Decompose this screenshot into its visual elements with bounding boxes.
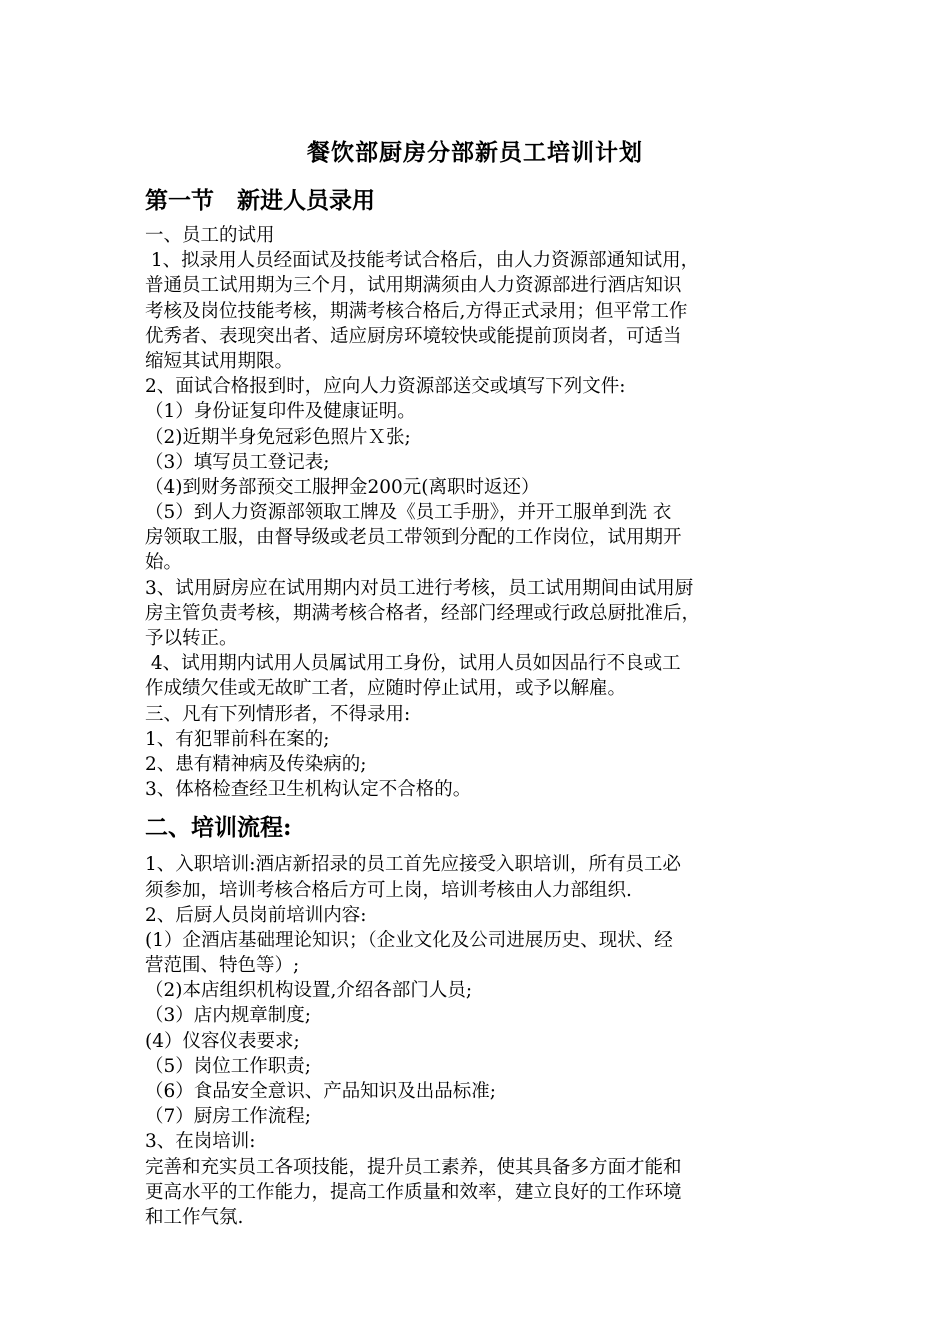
paragraph-line: 作成绩欠佳或无故旷工者，应随时停止试用，或予以解雇。	[145, 678, 627, 700]
paragraph-line: 更高水平的工作能力，提高工作质量和效率，建立良好的工作环境	[145, 1181, 682, 1203]
paragraph-line: 2、面试合格报到时，应向人力资源部送交或填写下列文件:	[145, 376, 626, 398]
paragraph-line: 予以转正。	[145, 628, 238, 649]
paragraph-line: 完善和充实员工各项技能，提升员工素养，使其具备多方面才能和	[145, 1156, 682, 1178]
paragraph-line: （3）店内规章制度;	[145, 1005, 312, 1027]
paragraph-line: 3、体格检查经卫生机构认定不合格的。	[145, 779, 472, 801]
paragraph-line: 4、试用期内试用人员属试用工身份，试用人员如因品行不良或工	[145, 653, 681, 675]
paragraph-line: 缩短其试用期限。	[145, 350, 294, 372]
paragraph-line: （1）身份证复印件及健康证明。	[145, 401, 416, 423]
paragraph-line: （3）填写员工登记表;	[145, 451, 330, 473]
paragraph-line: 2、后厨人员岗前培训内容:	[145, 904, 367, 926]
paragraph-line: （2)本店组织机构设置,介绍各部门人员;	[145, 980, 473, 1002]
paragraph-line: 普通员工试用期为三个月，试用期满须由人力资源部进行酒店知识	[145, 275, 682, 297]
paragraph-line: 1、入职培训:酒店新招录的员工首先应接受入职培训，所有员工必	[145, 854, 682, 876]
paragraph-line: (1）企酒店基础理论知识；（企业文化及公司进展历史、现状、经	[145, 929, 673, 951]
paragraph-line: 和工作气氛.	[145, 1206, 244, 1228]
paragraph-line: 2、患有精神病及传染病的;	[145, 753, 367, 775]
paragraph-line: 优秀者、表现突出者、适应厨房环境较快或能提前顶岗者，可适当	[145, 325, 682, 347]
section-2-body	[145, 852, 815, 1230]
paragraph-line: 须参加，培训考核合格后方可上岗，培训考核由人力部组织.	[145, 879, 632, 901]
paragraph-line: 三、凡有下列情形者，不得录用:	[145, 703, 411, 725]
document-body	[145, 181, 815, 1230]
paragraph-line: （7）厨房工作流程;	[145, 1106, 312, 1128]
section-1-heading: 第一节 新进人员录用	[145, 187, 375, 214]
paragraph-line: （5）到人力资源部领取工牌及《员工手册》，并开工服单到洗 衣	[145, 502, 672, 524]
paragraph-line: （4)到财务部预交工服押金200元(离职时返还）	[145, 476, 540, 498]
paragraph-line: 1、有犯罪前科在案的;	[145, 728, 330, 750]
paragraph-line: 房主管负责考核，期满考核合格者，经部门经理或行政总厨批准后，	[145, 602, 701, 624]
paragraph-line: 一、员工的试用	[145, 225, 275, 246]
paragraph-line: （5）岗位工作职责;	[145, 1055, 312, 1077]
paragraph-line: 1、拟录用人员经面试及技能考试合格后，由人力资源部通知试用，	[145, 250, 700, 272]
document-title: 餐饮部厨房分部新员工培训计划	[307, 139, 643, 166]
paragraph-line: （6）食品安全意识、产品知识及出品标准;	[145, 1081, 497, 1102]
paragraph-line: 始。	[145, 552, 183, 574]
paragraph-line: 房领取工服，由督导级或老员工带领到分配的工作岗位，试用期开	[145, 527, 682, 549]
paragraph-line: 考核及岗位技能考核，期满考核合格后,方得正式录用；但平常工作	[145, 300, 688, 322]
paragraph-line: 营范围、特色等）;	[145, 955, 300, 977]
paragraph-line: (4）仪容仪表要求;	[145, 1030, 300, 1052]
section-1-body	[145, 223, 815, 802]
paragraph-line: 3、试用厨房应在试用期内对员工进行考核，员工试用期间由试用厨	[145, 577, 694, 599]
paragraph-line: （2)近期半身免冠彩色照片Ｘ张;	[145, 426, 411, 448]
section-2-heading: 二、培训流程:	[145, 814, 292, 842]
paragraph-line: 3、在岗培训:	[145, 1131, 256, 1153]
